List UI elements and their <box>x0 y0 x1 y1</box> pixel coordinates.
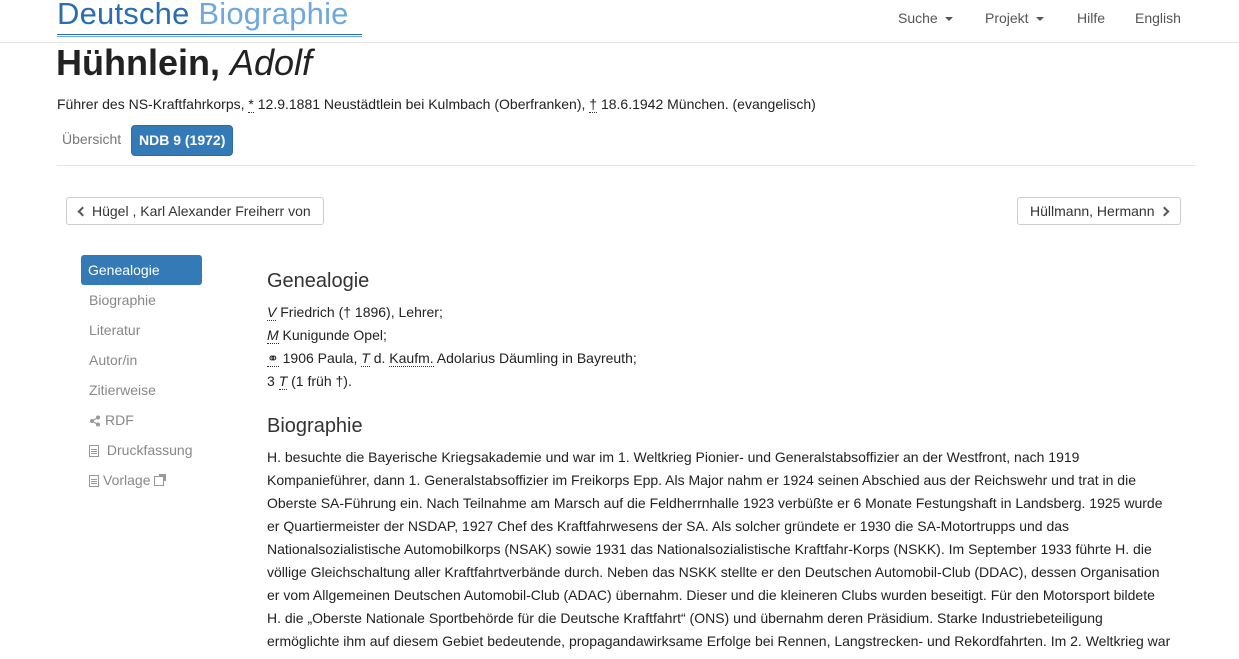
previous-entry-label: Hügel , Karl Alexander Freiherr von <box>92 203 311 219</box>
abbr-vater: V <box>267 304 277 320</box>
summary-occupation: Führer des NS-Kraftfahrkorps, <box>57 96 249 112</box>
next-entry-label: Hüllmann, Hermann <box>1030 203 1155 219</box>
next-entry-button[interactable] <box>1017 197 1181 225</box>
biographie-heading: Biographie <box>267 415 363 437</box>
abbr-toechter: T <box>278 373 288 389</box>
abbr-tochter: T <box>361 350 370 366</box>
died-symbol: † <box>589 96 598 112</box>
main-content <box>267 268 1177 653</box>
person-surname: Hühnlein <box>56 42 210 83</box>
sidenav-druckfassung-label: Druckfassung <box>106 442 193 458</box>
sidenav-biographie[interactable]: Biographie <box>89 292 156 308</box>
biographie-text <box>267 446 1177 653</box>
nav-english-link[interactable]: English <box>1135 10 1181 26</box>
person-summary <box>57 96 816 112</box>
chevron-left-icon <box>78 206 88 216</box>
mother-text: Kunigunde Opel; <box>278 327 387 343</box>
father-text: Friedrich († 1896), Lehrer; <box>276 304 443 320</box>
bio-line: er Quartiermeister der NSDAP, 1927 Chef des Kraftfahrwesens der SA. Als solcher gründete er 1930 die SA-Motortrupps und das <box>267 518 1070 534</box>
bio-line: ermöglichte ihm auf diesem Gebiet bedeutende, propagandawirksame Erfolge bei Rennen, Langstrecken- und Rekordfahrten. Im 2. Weltkrieg war <box>267 633 1171 649</box>
external-link-icon <box>154 476 164 486</box>
born-symbol: * <box>248 96 254 112</box>
sidenav-literatur[interactable]: Literatur <box>89 322 141 338</box>
section-sidenav <box>81 255 202 495</box>
chevron-down-icon <box>945 17 953 21</box>
children-count: 3 <box>267 373 279 389</box>
summary-death: 18.6.1942 München. (evangelisch) <box>597 96 816 112</box>
title-comma: , <box>209 42 230 83</box>
divider <box>57 165 1196 166</box>
page-title <box>56 40 312 86</box>
bio-line: Kompanieführer, dann 1. Generalstabsoffizier im Freikorps Epp. Als Major nahm er 1924 seinen Abschied aus der Reichswehr und trat in die <box>267 472 1136 488</box>
nav-projekt-dropdown[interactable] <box>985 10 1044 26</box>
bio-line: H. die „Oberste Nationale Sportbehörde für die Deutsche Kraftfahrt“ (ONS) und übernahm deren Präsidium. Starke Industriebeteiligung <box>267 610 1103 626</box>
logo-text-deutsche: Deutsche <box>57 0 199 31</box>
nav-suche-dropdown[interactable] <box>898 10 953 26</box>
marriage-text-1: 1906 Paula, <box>278 350 362 366</box>
marriage-text-3: Adolarius Däumling in Bayreuth; <box>433 350 637 366</box>
genealogie-heading: Genealogie <box>267 270 370 292</box>
marriage-text-2: d. <box>369 350 390 366</box>
sidenav-rdf-label: RDF <box>105 412 134 428</box>
logo-text-biographie: Biographie <box>198 0 349 31</box>
tab-overview[interactable]: Übersicht <box>62 131 122 147</box>
genealogie-mother <box>267 324 1177 347</box>
summary-birth: 12.9.1881 Neustädtlein bei Kulmbach (Oberfranken), <box>253 96 590 112</box>
person-given-name: Adolf <box>230 42 313 83</box>
sidenav-autor[interactable]: Autor/in <box>89 352 138 368</box>
children-text: (1 früh †). <box>287 373 352 389</box>
sidenav-rdf[interactable] <box>81 405 202 435</box>
sidenav-genealogie[interactable]: Genealogie <box>81 255 202 285</box>
bio-line: Nationalsozialistische Automobilkorps (NSAK) sowie 1931 das Nationalsozialistische Kraftfahr-Korps (NSKK). Im September 1933 führte H. die <box>267 541 1152 557</box>
genealogie-marriage <box>267 347 1177 370</box>
married-symbol: ⚭ <box>267 350 279 366</box>
nav-projekt-label: Projekt <box>985 10 1029 26</box>
genealogie-father <box>267 301 1177 324</box>
chevron-down-icon <box>1036 17 1044 21</box>
bio-line: Oberste SA-Führung ein. Nach Teilnahme am Marsch auf die Feldherrnhalle 1923 verbüßte er 6 Monate Festungshaft in Landsberg. 1925 wurde <box>267 495 1163 511</box>
bio-line: H. besuchte die Bayerische Kriegsakademie und war im 1. Weltkrieg Pionier- und Generalstabsoffizier an der Westfront, nach 1919 <box>267 449 1080 465</box>
share-icon <box>89 415 101 427</box>
abbr-kaufmann: Kaufm. <box>389 350 434 366</box>
sidenav-zitierweise[interactable]: Zitierweise <box>89 382 156 398</box>
genealogie-children <box>267 370 1177 393</box>
chevron-right-icon <box>1159 206 1169 216</box>
logo-underline <box>57 34 362 37</box>
sidenav-vorlage[interactable] <box>81 465 202 495</box>
bio-line: er vom Allgemeinen Deutschen Automobil-Club (ADAC) übernahm. Dieser und die kleineren Clubs wurden beseitigt. Für den Motorsport bildete <box>267 587 1155 603</box>
document-icon <box>89 475 99 487</box>
previous-entry-button[interactable] <box>66 197 324 225</box>
sidenav-vorlage-label: Vorlage <box>103 472 151 488</box>
bio-line: völlige Gleichschaltung aller Kraftfahrtverbände durch. Neben das NSKK stellte er den Deutschen Automobil-Club (DDAC), dessen Organisation <box>267 564 1160 580</box>
abbr-mutter: M <box>267 327 279 343</box>
nav-hilfe-link[interactable]: Hilfe <box>1077 10 1106 26</box>
site-logo[interactable] <box>57 0 349 34</box>
top-navbar <box>0 0 1239 43</box>
sidenav-druckfassung[interactable] <box>81 435 202 465</box>
tab-ndb[interactable]: NDB 9 (1972) <box>131 125 233 156</box>
pdf-file-icon <box>89 445 99 457</box>
nav-suche-label: Suche <box>898 10 938 26</box>
